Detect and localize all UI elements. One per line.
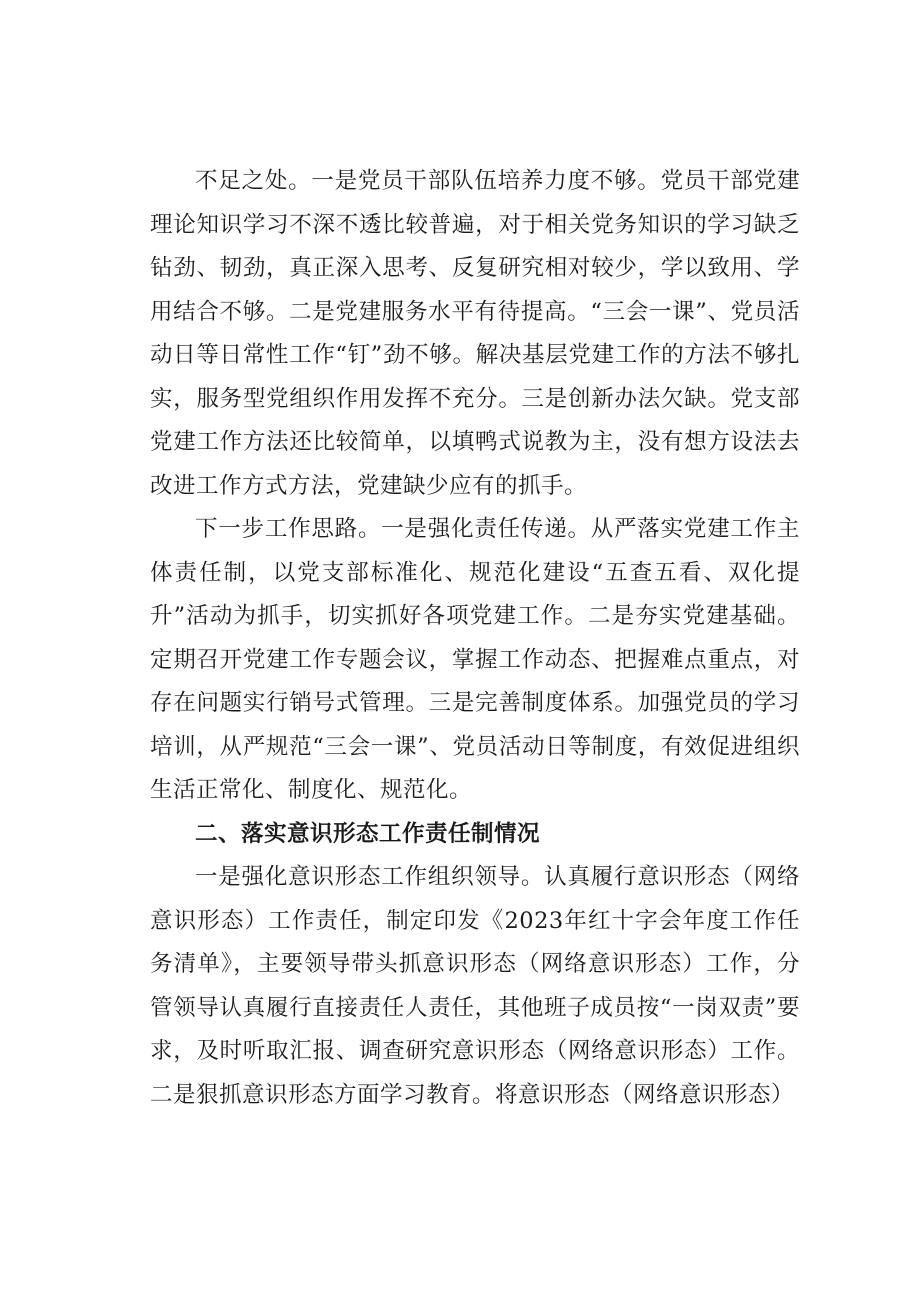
paragraph-ideology-work: 一是强化意识形态工作组织领导。认真履行意识形态（网络意识形态）工作责任，制定印发《2023年红十字会年度工作任务清单》，主要领导带头抓意识形态（网络意识形态）工作，分管领导认真履行直接责任人责任，其他班子成员按“一岗双责”要求，及时听取汇报、调查研究意识形态（网络意识形态）工作。二是狠抓意识形态方面学习教育。将意识形态（网络意识形态） [150, 864, 800, 1108]
paragraph-shortcomings: 不足之处。一是党员干部队伍培养力度不够。党员干部党建理论知识学习不深不透比较普遍，对于相关党务知识的学习缺乏钻劲、韧劲，真正深入思考、反复研究相对较少，学以致用、学用结合不够。二是党建服务水平有待提高。“三会一课”、党员活动日等日常性工作“钉”劲不够。解决基层党建工作的方法不够扎实，服务型党组织作用发挥不充分。三是创新办法欠缺。党支部党建工作方法还比较简单，以填鸭式说教为主，没有想方设法去改进工作方式方法，党建缺少应有的抓手。 [150, 168, 800, 499]
paragraph-next-steps: 下一步工作思路。一是强化责任传递。从严落实党建工作主体责任制，以党支部标准化、规范化建设“五查五看、双化提升”活动为抓手，切实抓好各项党建工作。二是夯实党建基础。定期召开党建工作专题会议，掌握工作动态、把握难点重点，对存在问题实行销号式管理。三是完善制度体系。加强党员的学习培训，从严规范“三会一课”、党员活动日等制度，有效促进组织生活正常化、制度化、规范化。 [150, 516, 800, 803]
document-body [150, 160, 800, 1117]
section-heading: 二、落实意识形态工作责任制情况 [195, 820, 541, 847]
